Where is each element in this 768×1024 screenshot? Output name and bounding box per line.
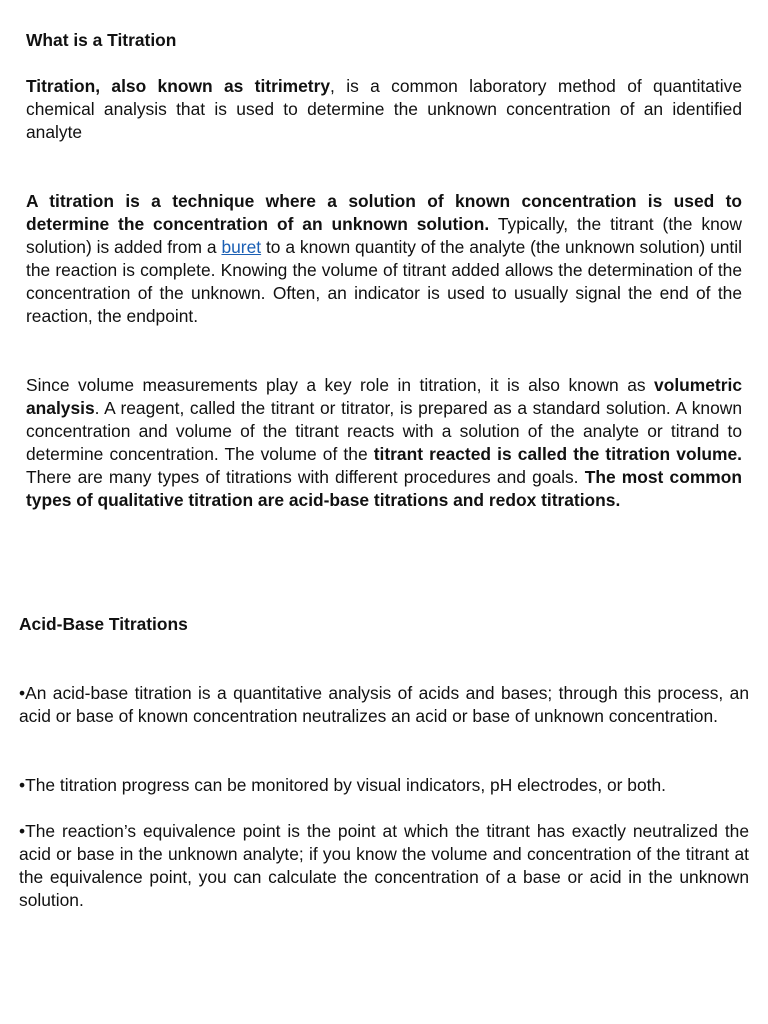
- paragraph-text: to a known quantity of the analyte (the unknown solution) until the reaction is complete. Knowing the volume of titrant added allows the determination of the concentration of the unknown. Often, an indicator is used to usually signal the end of the reaction, the endpoint.: [26, 237, 742, 326]
- paragraph-volumetric-analysis: [26, 374, 742, 512]
- paragraph-text: , is a common laboratory method of quantitative chemical analysis that is used to determine the unknown concentration of an identified analyte: [26, 76, 742, 142]
- section-title-what-is-titration: What is a Titration: [26, 30, 177, 50]
- bold-term: Titration, also known as titrimetry: [26, 76, 331, 96]
- bullet-item: •An acid-base titration is a quantitative analysis of acids and bases; through this process, an acid or base of known concentration neutralizes an acid or base of unknown concentration.: [19, 683, 749, 726]
- paragraph-text: Typically, the titrant (the know solution) is added from a: [26, 214, 742, 257]
- bold-statement: titrant reacted is called the titration volume.: [373, 444, 742, 464]
- bullet-item: •The titration progress can be monitored by visual indicators, pH electrodes, or both.: [19, 775, 666, 795]
- bold-statement: The most common types of qualitative titration are acid-base titrations and redox titrations.: [26, 467, 742, 510]
- paragraph-text: There are many types of titrations with different procedures and goals.: [26, 467, 585, 487]
- bold-term: volumetric analysis: [26, 375, 742, 418]
- paragraph-titration-technique: [26, 190, 742, 328]
- section-title-acid-base: Acid-Base Titrations: [19, 614, 188, 634]
- bullet-item: •The reaction’s equivalence point is the point at which the titrant has exactly neutralized the acid or base in the unknown analyte; if you know the volume and concentration of the titrant at the equivalence point, you can calculate the concentration of a base or acid in the unknown solution.: [19, 821, 749, 910]
- paragraph-text: . A reagent, called the titrant or titrator, is prepared as a standard solution. A known concentration and volume of the titrant reacts with a solution of the analyte or titrand to determine concentration. The volume of the: [26, 398, 742, 464]
- paragraph-text: Since volume measurements play a key role in titration, it is also known as: [26, 375, 655, 395]
- paragraph-titration-definition: [26, 75, 742, 144]
- buret-link[interactable]: buret: [221, 237, 262, 257]
- bold-statement: A titration is a technique where a solution of known concentration is used to determine the concentration of an unknown solution.: [26, 191, 742, 234]
